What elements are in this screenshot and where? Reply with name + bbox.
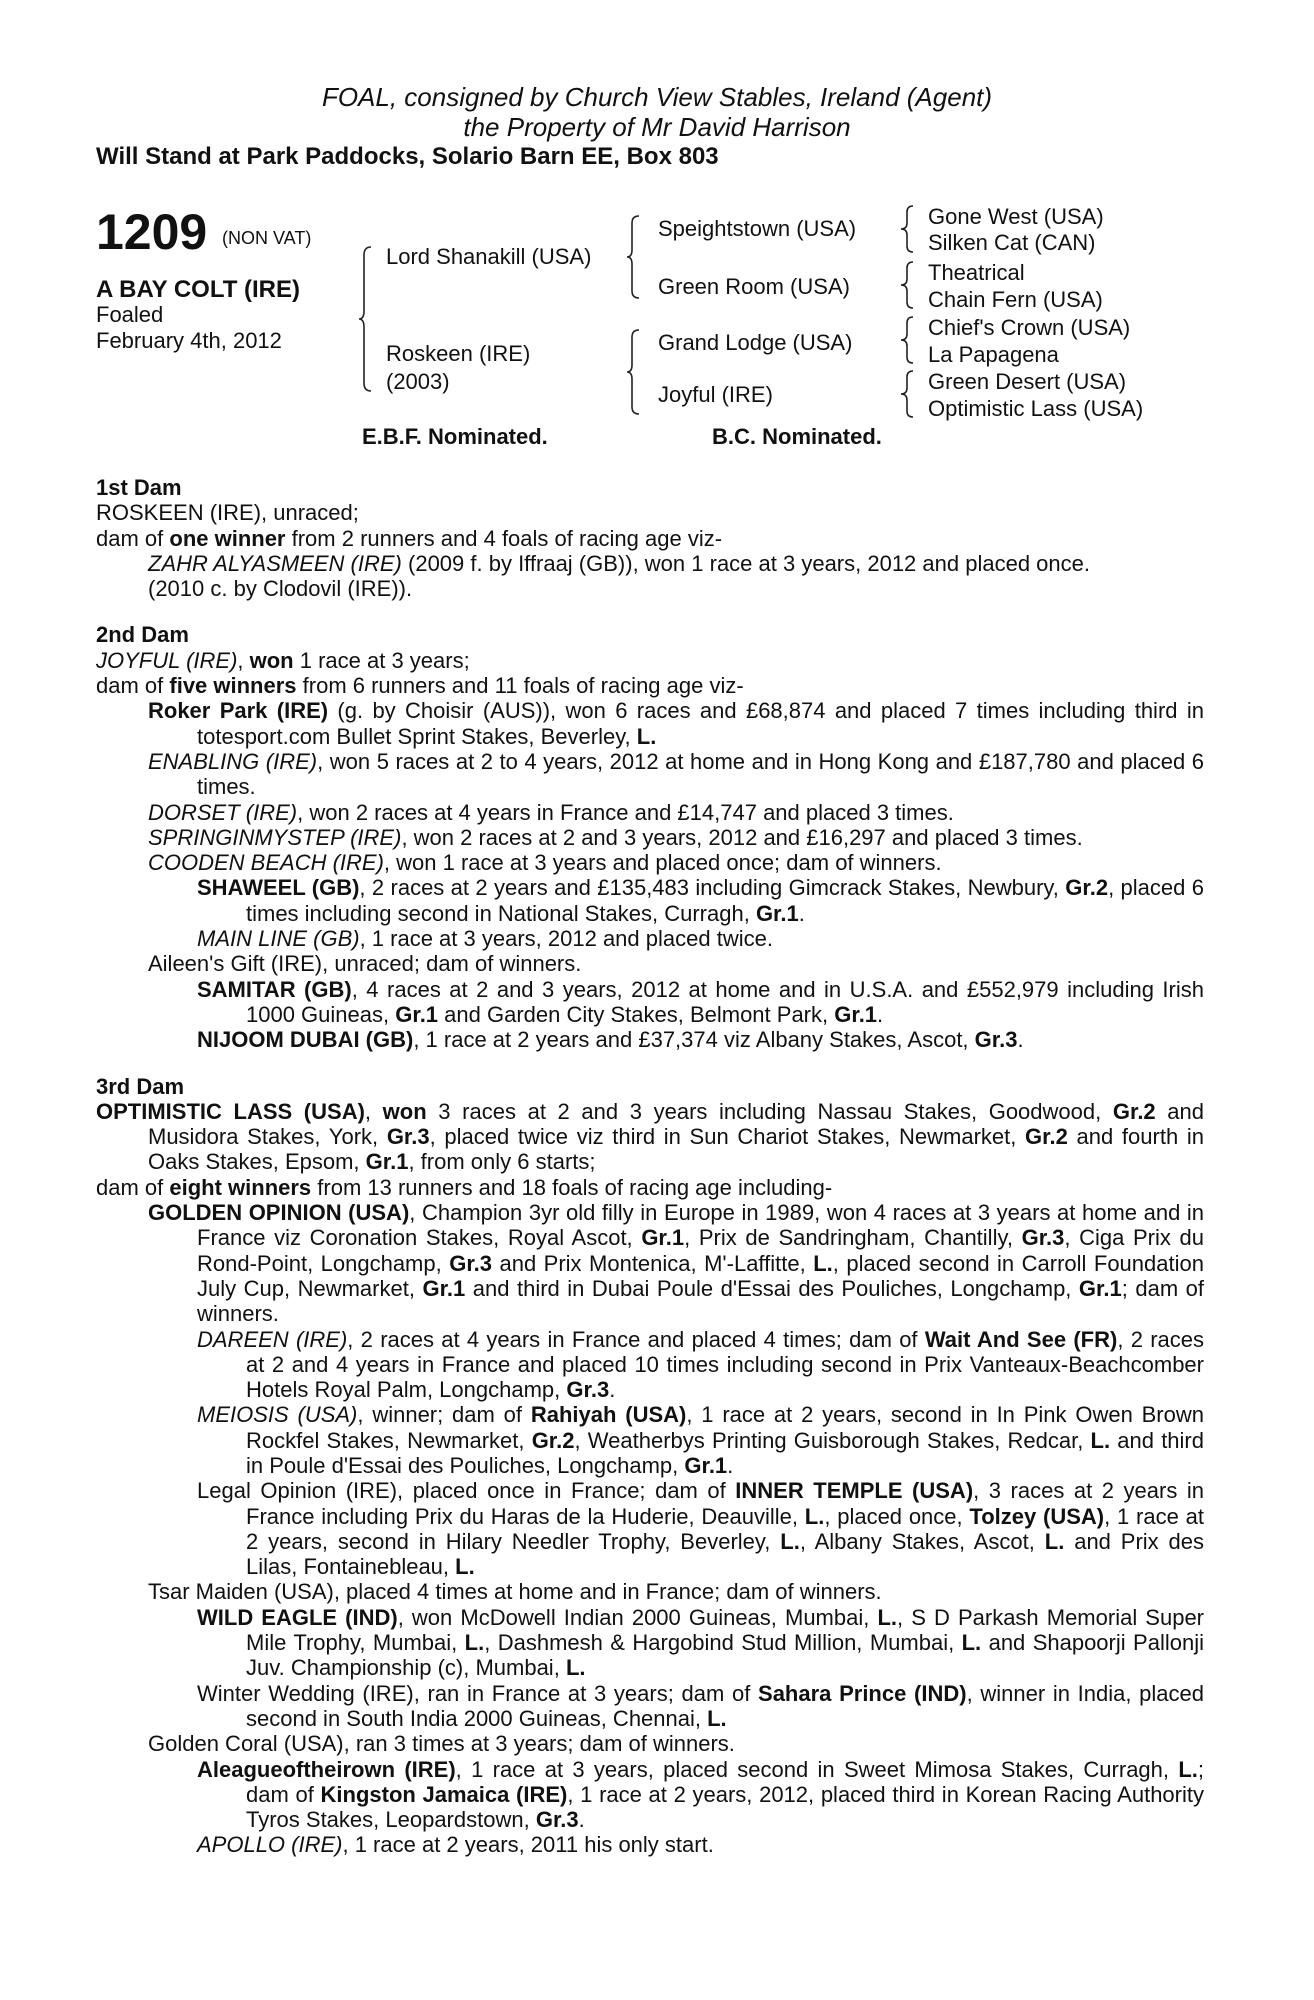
section-heading-1st-dam: 1st Dam: [96, 475, 182, 500]
horse-description: A BAY COLT (IRE): [96, 276, 301, 303]
produce-entry: GOLDEN OPINION (USA), Champion 3yr old filly in Europe in 1989, won 4 races at 3 years at home and in France viz Coronation Stakes, Royal Ascot, Gr.1, Prix de Sandringham, Chantilly, Gr.3, Ciga Prix du Rond-Point, Longchamp, Gr.3 and Prix Montenica, M'-Laffitte, L., placed second in Carroll Foundation July Cup, Newmarket, Gr.1 and third in Dubai Poule d'Essai des Pouliches, Longchamp, Gr.1; dam of winners.: [148, 1200, 1205, 1327]
second-dam-name: JOYFUL (IRE), won 1 race at 3 years;: [96, 647, 470, 673]
pedigree-brace-g4: [900, 368, 916, 420]
produce-entry: COODEN BEACH (IRE), won 1 race at 3 years and placed once; dam of winners.: [148, 850, 942, 876]
pedigree-g5: Chief's Crown (USA): [928, 315, 1131, 340]
pedigree-g2: Silken Cat (CAN): [928, 230, 1096, 255]
produce-entry: Roker Park (IRE) (g. by Choisir (AUS)), won 6 races and £68,874 and placed 7 times including third in totesport.com Bullet Sprint Stakes, Beverley, L.: [148, 698, 1204, 749]
consignment-header: [0, 82, 1314, 142]
pedigree-brace-main: [358, 245, 374, 393]
foaled-label: Foaled: [96, 302, 164, 327]
produce-entry: DAREEN (IRE), 2 races at 4 years in France and placed 4 times; dam of Wait And See (FR), 2 races at 2 and 4 years in France and placed 10 times including second in Prix Vanteaux-Beachcomber Hotels Royal Palm, Longchamp, Gr.3.: [197, 1326, 1205, 1403]
pedigree-brace-g2: [900, 259, 916, 311]
produce-entry: Tsar Maiden (USA), placed 4 times at home and in France; dam of winners.: [148, 1579, 882, 1605]
pedigree-dam-sire: Grand Lodge (USA): [658, 330, 853, 355]
pedigree-brace-g3: [900, 314, 916, 366]
stand-location: Will Stand at Park Paddocks, Solario Barn EE, Box 803: [96, 143, 719, 170]
produce-entry: ZAHR ALYASMEEN (IRE) (2009 f. by Iffraaj (GB)), won 1 race at 3 years, 2012 and placed once.: [148, 550, 1090, 576]
produce-entry: MAIN LINE (GB), 1 race at 3 years, 2012 and placed twice.: [197, 926, 773, 952]
pedigree-g1: Gone West (USA): [928, 204, 1104, 229]
pedigree-sire: Lord Shanakill (USA): [386, 244, 592, 269]
produce-entry: Golden Coral (USA), ran 3 times at 3 years; dam of winners.: [148, 1731, 735, 1757]
consignor-line: FOAL, consigned by Church View Stables, Ireland (Agent): [321, 82, 993, 112]
first-dam-produce-summary: dam of one winner from 2 runners and 4 foals of racing age viz-: [96, 525, 723, 551]
pedigree-sire-dam: Green Room (USA): [658, 274, 850, 299]
pedigree-brace-g1: [900, 203, 916, 255]
lot-number: 1209: [96, 204, 208, 260]
produce-entry: SAMITAR (GB), 4 races at 2 and 3 years, 2012 at home and in U.S.A. and £552,979 including Irish 1000 Guineas, Gr.1 and Garden City Stakes, Belmont Park, Gr.1.: [197, 976, 1204, 1027]
pedigree-brace-dam: [626, 328, 642, 416]
pedigree-g4: Chain Fern (USA): [928, 287, 1103, 312]
produce-entry: (2010 c. by Clodovil (IRE)).: [148, 576, 413, 602]
section-heading-3rd-dam: 3rd Dam: [96, 1073, 185, 1099]
section-heading-2nd-dam: 2nd Dam: [96, 622, 189, 648]
pedigree-g8: Optimistic Lass (USA): [928, 396, 1144, 421]
third-dam-name: OPTIMISTIC LASS (USA), won 3 races at 2 and 3 years including Nassau Stakes, Goodwood, Gr.2 and Musidora Stakes, York, Gr.3, placed twice viz third in Sun Chariot Stakes, Newmarket, Gr.2 and fourth in Oaks Stakes, Epsom, Gr.1, from only 6 starts;: [96, 1098, 1205, 1175]
produce-entry: MEIOSIS (USA), winner; dam of Rahiyah (USA), 1 race at 2 years, second in In Pink Owen Brown Rockfel Stakes, Newmarket, Gr.2, Weatherbys Printing Guisborough Stakes, Redcar, L. and third in Poule d'Essai des Pouliches, Longchamp, Gr.1.: [197, 1402, 1204, 1478]
foaled-date: February 4th, 2012: [96, 328, 282, 353]
pedigree-g7: Green Desert (USA): [928, 369, 1127, 394]
pedigree-brace-sire: [626, 214, 642, 300]
pedigree-g6: La Papagena: [928, 342, 1059, 367]
produce-entry: SPRINGINMYSTEP (IRE), won 2 races at 2 and 3 years, 2012 and £16,297 and placed 3 times.: [148, 824, 1083, 850]
produce-entry: Aileen's Gift (IRE), unraced; dam of winners.: [148, 951, 582, 977]
second-dam-produce-summary: dam of five winners from 6 runners and 11 foals of racing age viz-: [96, 673, 744, 699]
owner-line: the Property of Mr David Harrison: [463, 112, 851, 142]
pedigree-g3: Theatrical: [928, 260, 1025, 285]
foaled-info: [96, 302, 282, 354]
produce-entry: SHAWEEL (GB), 2 races at 2 years and £135,483 including Gimcrack Stakes, Newbury, Gr.2, placed 6 times including second in National Stakes, Curragh, Gr.1.: [197, 875, 1204, 926]
third-dam-produce-summary: dam of eight winners from 13 runners and 18 foals of racing age including-: [96, 1174, 833, 1200]
ebf-nomination: E.B.F. Nominated.: [362, 424, 548, 449]
produce-entry: ENABLING (IRE), won 5 races at 2 to 4 years, 2012 at home and in Hong Kong and £187,780 and placed 6 times.: [148, 748, 1205, 800]
bc-nomination: B.C. Nominated.: [712, 424, 882, 449]
pedigree-sire-sire: Speightstown (USA): [658, 216, 857, 241]
pedigree-dam-dam: Joyful (IRE): [658, 382, 773, 407]
catalogue-body: [96, 475, 1204, 1858]
produce-entry: Legal Opinion (IRE), placed once in France; dam of INNER TEMPLE (USA), 3 races at 2 years in France including Prix du Haras de la Huderie, Deauville, L., placed once, Tolzey (USA), 1 race at 2 years, second in Hilary Needler Trophy, Beverley, L., Albany Stakes, Ascot, L. and Prix des Lilas, Fontainebleau, L.: [197, 1478, 1205, 1580]
produce-entry: DORSET (IRE), won 2 races at 4 years in France and £14,747 and placed 3 times.: [148, 799, 954, 825]
first-dam-name: ROSKEEN (IRE), unraced;: [96, 500, 359, 526]
vat-status: (NON VAT): [222, 228, 312, 248]
pedigree-dam-year: (2003): [386, 369, 450, 394]
produce-entry: NIJOOM DUBAI (GB), 1 race at 2 years and £37,374 viz Albany Stakes, Ascot, Gr.3.: [197, 1027, 1024, 1053]
produce-entry: APOLLO (IRE), 1 race at 2 years, 2011 his only start.: [197, 1832, 714, 1858]
produce-entry: Winter Wedding (IRE), ran in France at 3 years; dam of Sahara Prince (IND), winner in India, placed second in South India 2000 Guineas, Chennai, L.: [197, 1680, 1205, 1731]
produce-entry: Aleagueoftheirown (IRE), 1 race at 3 years, placed second in Sweet Mimosa Stakes, Curragh, L.; dam of Kingston Jamaica (IRE), 1 race at 2 years, 2012, placed third in Korean Racing Authority Tyros Stakes, Leopardstown, Gr.3.: [197, 1756, 1205, 1833]
pedigree-dam: Roskeen (IRE): [386, 341, 531, 366]
produce-entry: WILD EAGLE (IND), won McDowell Indian 2000 Guineas, Mumbai, L., S D Parkash Memorial Super Mile Trophy, Mumbai, L., Dashmesh & Hargobind Stud Million, Mumbai, L. and Shapoorji Pallonji Juv. Championship (c), Mumbai, L.: [197, 1604, 1205, 1681]
